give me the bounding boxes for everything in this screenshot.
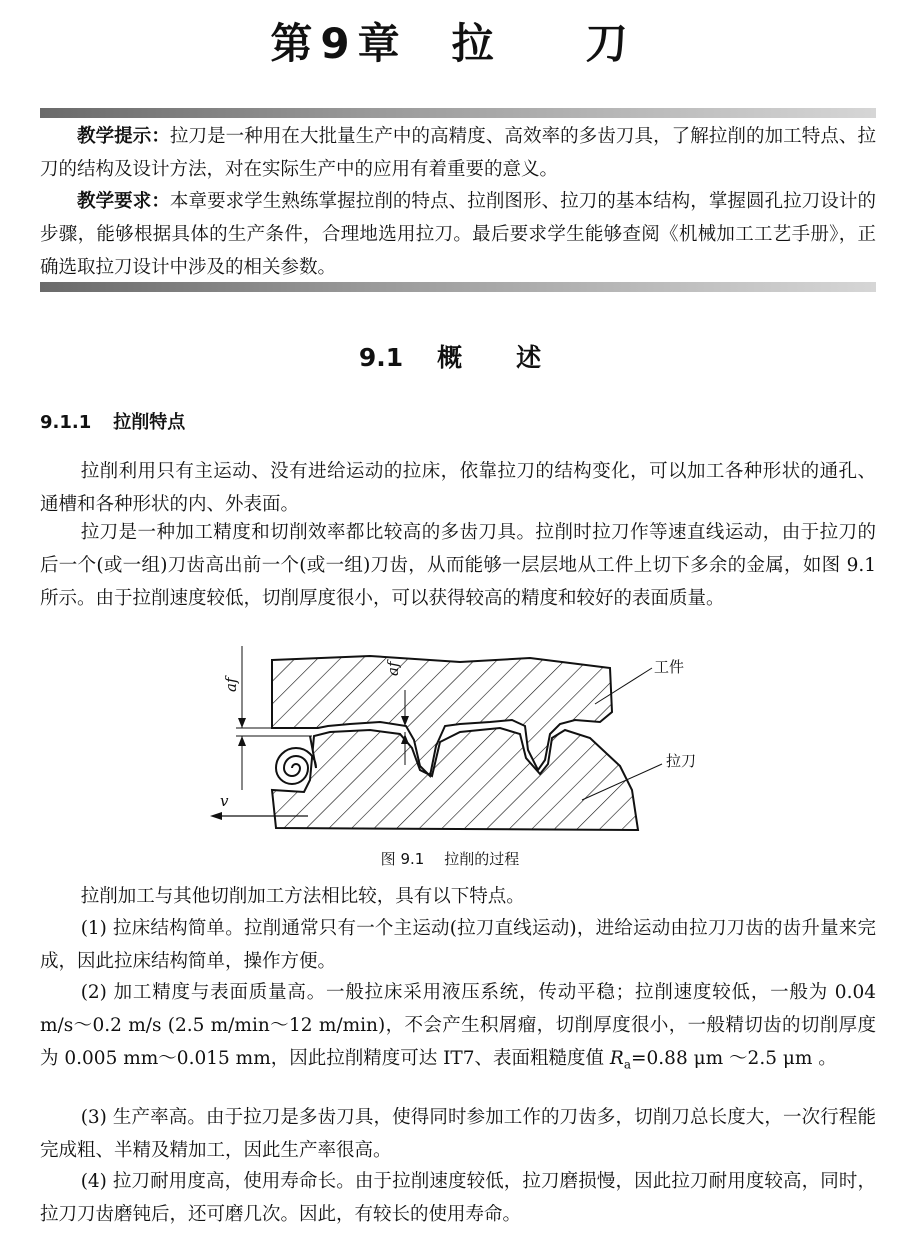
chapter-word-1: 拉 [451, 19, 496, 68]
chapter-prefix: 第 [270, 19, 315, 68]
req-text: 本章要求学生熟练掌握拉削的特点、拉削图形、拉刀的基本结构，掌握圆孔拉刀设计的步骤，能够根据具体的生产条件，合理地选用拉刀。最后要求学生能够查阅《机械加工工艺手册》，正确选取拉刀设计中涉及的相关参数。 [40, 191, 876, 278]
top-rule [40, 108, 876, 118]
paragraph-5-tail: =0.88 μm ～2.5 μm 。 [631, 1048, 837, 1069]
chapter-word-2: 刀 [585, 19, 630, 68]
paragraph-4: (1) 拉床结构简单。拉削通常只有一个主运动(拉刀直线运动)，进给运动由拉刀刀齿的齿升量来完成，因此拉床结构简单，操作方便。 [40, 918, 876, 972]
teaching-requirements [40, 185, 876, 284]
teaching-hint [40, 120, 876, 186]
subsection-title [40, 408, 185, 434]
section-word-1: 概 [437, 343, 463, 372]
chapter-title [0, 14, 900, 74]
velocity-label: v [220, 792, 229, 810]
roughness-symbol: R [609, 1048, 624, 1069]
hint-text: 拉刀是一种用在大批量生产中的高精度、高效率的多齿刀具，了解拉削的加工特点、拉刀的结构及设计方法，对在实际生产中的应用有着重要的意义。 [40, 126, 876, 180]
broach-shape [272, 728, 638, 830]
req-label: 教学要求： [77, 191, 170, 212]
subsection-name: 拉削特点 [113, 412, 186, 433]
clearance-angle-label-1: af [222, 677, 240, 692]
broaching-diagram [200, 640, 700, 840]
hint-label: 教学提示： [77, 126, 170, 147]
clearance-angle-label-2: af [384, 661, 402, 676]
paragraph-3: 拉削加工与其他切削加工方法相比较，具有以下特点。 [80, 886, 525, 907]
roughness-subscript: a [623, 1057, 632, 1072]
subsection-number: 9.1.1 [40, 412, 92, 433]
section-title [0, 338, 900, 374]
caption-title: 拉削的过程 [444, 850, 520, 868]
paragraph-7: (4) 拉刀耐用度高，使用寿命长。由于拉削速度较低，拉刀磨损慢，因此拉刀耐用度较高，同时，拉刀刀齿磨钝后，还可磨几次。因此，有较长的使用寿命。 [40, 1171, 876, 1225]
paragraph-1: 拉削利用只有主运动、没有进给运动的拉床，依靠拉刀的结构变化，可以加工各种形状的通孔、通槽和各种形状的内、外表面。 [40, 461, 876, 515]
chapter-suffix: 章 [357, 19, 402, 68]
figure-caption [0, 848, 900, 869]
broach-label: 拉刀 [666, 752, 697, 770]
bottom-rule [40, 282, 876, 292]
paragraph-6: (3) 生产率高。由于拉刀是多齿刀具，使得同时参加工作的刀齿多，切削刀总长度大，一次行程能完成粗、半精及精加工，因此生产率很高。 [40, 1107, 876, 1161]
paragraph-5-main: (2) 加工精度与表面质量高。一般拉床采用液压系统，传动平稳；拉削速度较低，一般为 0.04 m/s～0.2 m/s (2.5 m/min～12 m/min)，不会产生积屑瘤，切削厚度很小，一般精切齿的切削厚度为 0.005 mm～0.015 mm，因此拉削精度可达 IT7、表面粗糙度值 [40, 982, 876, 1069]
paragraph-2: 拉刀是一种加工精度和切削效率都比较高的多齿刀具。拉削时拉刀作等速直线运动，由于拉刀的后一个(或一组)刀齿高出前一个(或一组)刀齿，从而能够一层层地从工件上切下多余的金属，如图 9.1 所示。由于拉削速度较低，切削厚度很小，可以获得较高的精度和较好的表面质量。 [40, 522, 876, 609]
workpiece-label: 工件 [654, 658, 685, 676]
section-word-2: 述 [516, 343, 542, 372]
section-number: 9.1 [358, 343, 404, 372]
paragraph-5 [40, 976, 876, 1082]
broaching-figure [200, 640, 700, 840]
chapter-number: 9 [320, 19, 352, 68]
caption-number: 图 9.1 [380, 850, 425, 868]
